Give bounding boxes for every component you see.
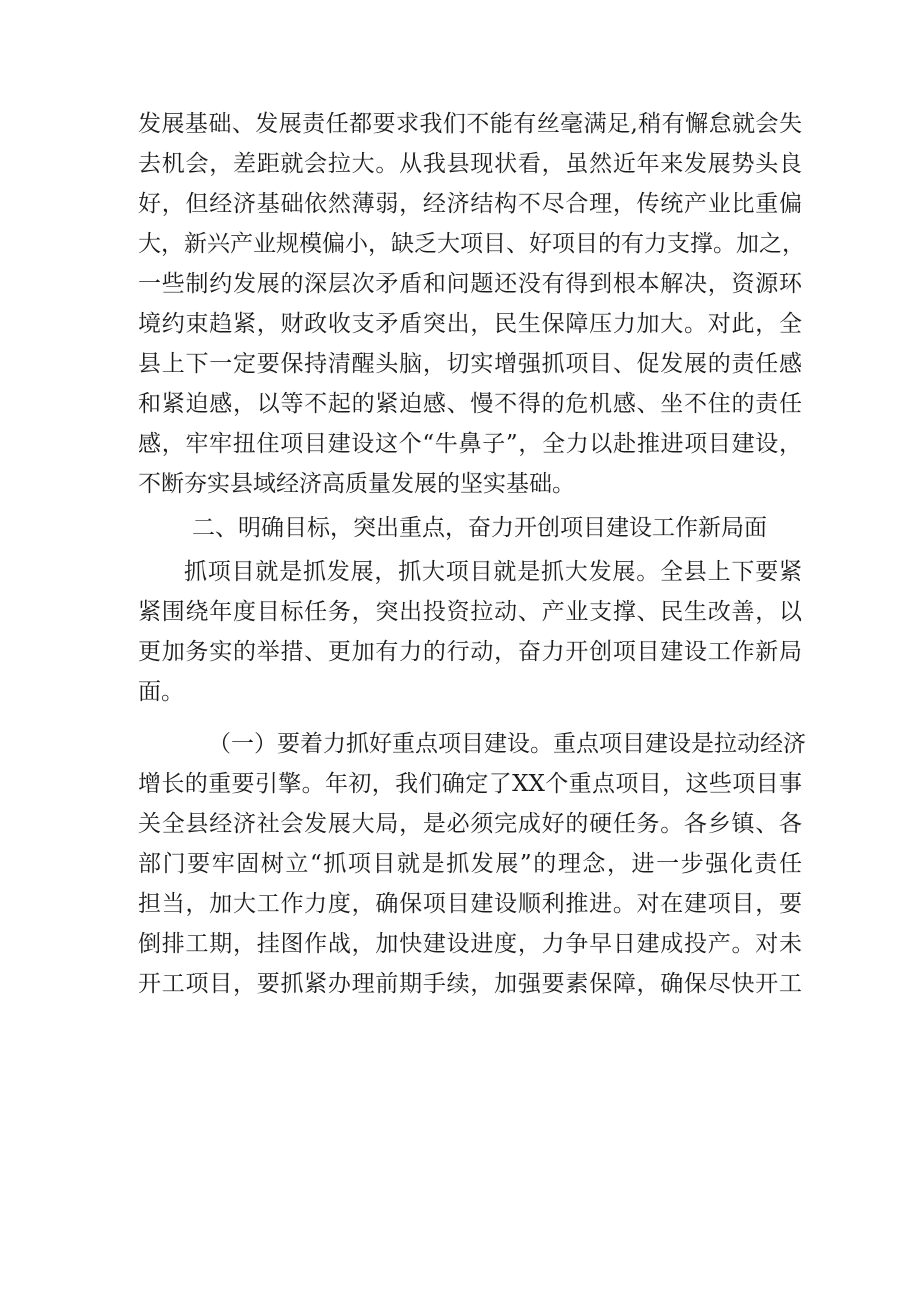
text-line: 担当，加大工作力度，确保项目建设顺利推进。对在建项目，要 xyxy=(138,891,802,917)
paragraph-key-projects xyxy=(138,724,806,1004)
paragraph-development-awareness xyxy=(138,104,805,504)
text-line: 部门要牢固树立“抓项目就是抓发展”的理念，进一步强化责任 xyxy=(138,851,802,877)
text-line: 面。 xyxy=(138,679,184,705)
text-line: 和紧迫感，以等不起的紧迫感、慢不得的危机感、坐不住的责任 xyxy=(138,391,802,417)
text-line: 倒排工期，挂图作战，加快建设进度，力争早日建成投产。对未 xyxy=(138,931,802,957)
text-line: 发展基础、发展责任都要求我们不能有丝毫满足,稍有懈怠就会失 xyxy=(138,111,802,137)
text-line: 一些制约发展的深层次矛盾和问题还没有得到根本解决，资源环 xyxy=(138,271,802,297)
text-line: 更加务实的举措、更加有力的行动，奋力开创项目建设工作新局 xyxy=(138,639,802,665)
text-line: （一）要着力抓好重点项目建设。重点项目建设是拉动经济 xyxy=(208,731,806,757)
text-line: 开工项目，要抓紧办理前期手续，加强要素保障，确保尽快开工 xyxy=(138,971,802,997)
paragraph-project-goals xyxy=(138,552,802,712)
text-line: 紧围绕年度目标任务，突出投资拉动、产业支撑、民生改善，以 xyxy=(138,599,802,625)
text-line: 抓项目就是抓发展，抓大项目就是抓大发展。全县上下要紧 xyxy=(184,559,802,585)
text-line: 县上下一定要保持清醒头脑，切实增强抓项目、促发展的责任感 xyxy=(138,351,802,377)
text-line: 去机会，差距就会拉大。从我县现状看，虽然近年来发展势头良 xyxy=(138,151,802,177)
text-line: 增长的重要引擎。年初，我们确定了XX个重点项目，这些项目事 xyxy=(138,771,802,797)
paragraph-spacer xyxy=(138,712,802,724)
text-line: 不断夯实县域经济高质量发展的坚实基础。 xyxy=(138,471,575,497)
text-line: 关全县经济社会发展大局，是必须完成好的硬任务。各乡镇、各 xyxy=(138,811,802,837)
text-line: 大，新兴产业规模偏小，缺乏大项目、好项目的有力支撑。加之， xyxy=(138,231,805,257)
document-body xyxy=(138,104,806,1004)
text-line: 境约束趋紧，财政收支矛盾突出，民生保障压力加大。对此，全 xyxy=(138,311,802,337)
text-line: 感，牢牢扭住项目建设这个“牛鼻子”，全力以赴推进项目建设， xyxy=(138,431,802,457)
section-heading: 二、明确目标，突出重点，奋力开创项目建设工作新局面 xyxy=(192,515,767,541)
text-line: 好，但经济基础依然薄弱，经济结构不尽合理，传统产业比重偏 xyxy=(138,191,802,217)
